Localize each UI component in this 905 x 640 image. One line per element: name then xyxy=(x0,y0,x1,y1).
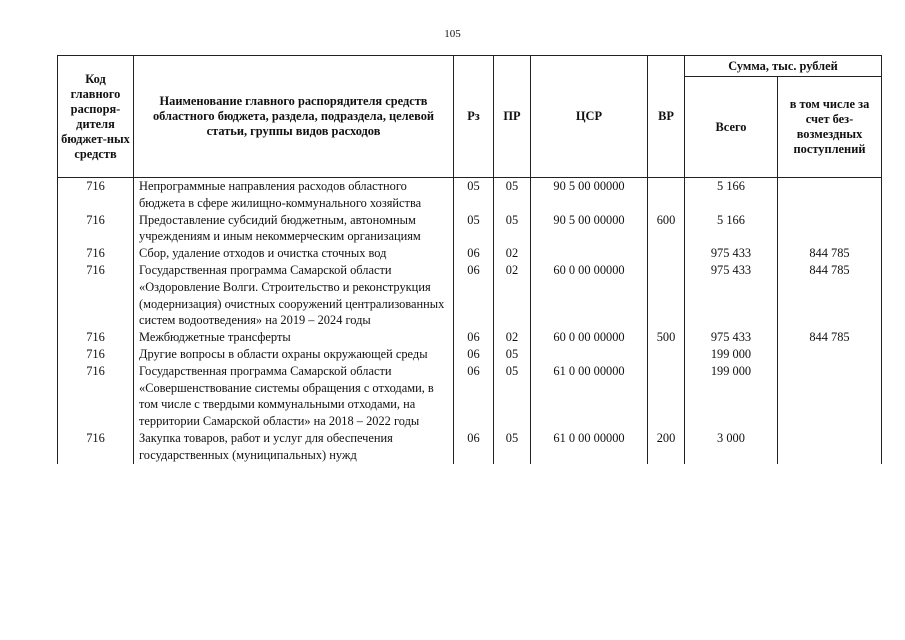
cell-vr xyxy=(648,245,685,262)
table-body xyxy=(58,178,882,464)
cell-vr xyxy=(648,363,685,430)
cell-total: 5 166 xyxy=(685,178,778,212)
header-rz: Рз xyxy=(454,56,494,178)
cell-total: 975 433 xyxy=(685,262,778,329)
cell-gratis xyxy=(778,212,882,246)
cell-rz: 06 xyxy=(454,346,494,363)
cell-pr: 05 xyxy=(494,363,531,430)
cell-name: Предоставление субсидий бюджетным, автономным учреждениям и иным некоммерческим организациям xyxy=(134,212,454,246)
cell-total: 199 000 xyxy=(685,363,778,430)
cell-name: Государственная программа Самарской области «Совершенствование системы обращения с отходами, в том числе с твердыми коммунальными отходами, на территории Самарской области» на 2018 – 2022 годы xyxy=(134,363,454,430)
table-row xyxy=(58,430,882,464)
table-header xyxy=(58,56,882,178)
cell-rz: 06 xyxy=(454,430,494,464)
cell-name: Закупка товаров, работ и услуг для обеспечения государственных (муниципальных) нужд xyxy=(134,430,454,464)
cell-rz: 06 xyxy=(454,363,494,430)
cell-gratis xyxy=(778,430,882,464)
cell-vr: 500 xyxy=(648,329,685,346)
cell-rz: 05 xyxy=(454,212,494,246)
cell-total: 975 433 xyxy=(685,245,778,262)
cell-rz: 06 xyxy=(454,245,494,262)
header-gratis: в том числе за счет без-возмездных поступлений xyxy=(778,77,882,178)
budget-table xyxy=(57,55,882,464)
cell-total: 975 433 xyxy=(685,329,778,346)
cell-rz: 06 xyxy=(454,329,494,346)
cell-vr: 600 xyxy=(648,212,685,246)
table-row xyxy=(58,363,882,430)
cell-gratis: 844 785 xyxy=(778,245,882,262)
cell-vr xyxy=(648,178,685,212)
header-sum-group: Сумма, тыс. рублей xyxy=(685,56,882,77)
cell-name: Непрограммные направления расходов областного бюджета в сфере жилищно-коммунального хозяйства xyxy=(134,178,454,212)
cell-pr: 05 xyxy=(494,212,531,246)
cell-pr: 05 xyxy=(494,178,531,212)
cell-name: Другие вопросы в области охраны окружающей среды xyxy=(134,346,454,363)
page-number: 105 xyxy=(444,28,461,40)
cell-gratis: 844 785 xyxy=(778,262,882,329)
cell-code: 716 xyxy=(58,329,134,346)
cell-pr: 05 xyxy=(494,430,531,464)
cell-pr: 02 xyxy=(494,262,531,329)
cell-csr: 61 0 00 00000 xyxy=(531,363,648,430)
cell-csr: 61 0 00 00000 xyxy=(531,430,648,464)
cell-code: 716 xyxy=(58,346,134,363)
cell-code: 716 xyxy=(58,212,134,246)
cell-total: 199 000 xyxy=(685,346,778,363)
header-vr: ВР xyxy=(648,56,685,178)
table-row xyxy=(58,346,882,363)
cell-csr xyxy=(531,346,648,363)
cell-code: 716 xyxy=(58,363,134,430)
cell-name: Межбюджетные трансферты xyxy=(134,329,454,346)
cell-rz: 05 xyxy=(454,178,494,212)
cell-vr xyxy=(648,262,685,329)
cell-gratis xyxy=(778,363,882,430)
cell-csr: 60 0 00 00000 xyxy=(531,329,648,346)
table-row xyxy=(58,178,882,212)
table-row xyxy=(58,329,882,346)
cell-total: 3 000 xyxy=(685,430,778,464)
header-name: Наименование главного распорядителя средств областного бюджета, раздела, подраздела, целевой статьи, группы видов расходов xyxy=(134,56,454,178)
cell-gratis: 844 785 xyxy=(778,329,882,346)
header-code: Код главного распоря-дителя бюджет-ных средств xyxy=(58,56,134,178)
cell-gratis xyxy=(778,346,882,363)
cell-vr: 200 xyxy=(648,430,685,464)
table-row xyxy=(58,212,882,246)
cell-name: Государственная программа Самарской области «Оздоровление Волги. Строительство и реконструкция (модернизация) очистных сооружений централизованных систем водоотведения» на 2019 – 2024 годы xyxy=(134,262,454,329)
cell-pr: 02 xyxy=(494,329,531,346)
table-row xyxy=(58,262,882,329)
cell-code: 716 xyxy=(58,178,134,212)
header-csr: ЦСР xyxy=(531,56,648,178)
cell-csr: 90 5 00 00000 xyxy=(531,212,648,246)
cell-code: 716 xyxy=(58,430,134,464)
cell-code: 716 xyxy=(58,262,134,329)
cell-pr: 05 xyxy=(494,346,531,363)
cell-csr xyxy=(531,245,648,262)
cell-pr: 02 xyxy=(494,245,531,262)
table-row xyxy=(58,245,882,262)
cell-rz: 06 xyxy=(454,262,494,329)
cell-name: Сбор, удаление отходов и очистка сточных вод xyxy=(134,245,454,262)
cell-csr: 60 0 00 00000 xyxy=(531,262,648,329)
header-pr: ПР xyxy=(494,56,531,178)
cell-total: 5 166 xyxy=(685,212,778,246)
cell-code: 716 xyxy=(58,245,134,262)
cell-csr: 90 5 00 00000 xyxy=(531,178,648,212)
cell-gratis xyxy=(778,178,882,212)
cell-vr xyxy=(648,346,685,363)
header-total: Всего xyxy=(685,77,778,178)
